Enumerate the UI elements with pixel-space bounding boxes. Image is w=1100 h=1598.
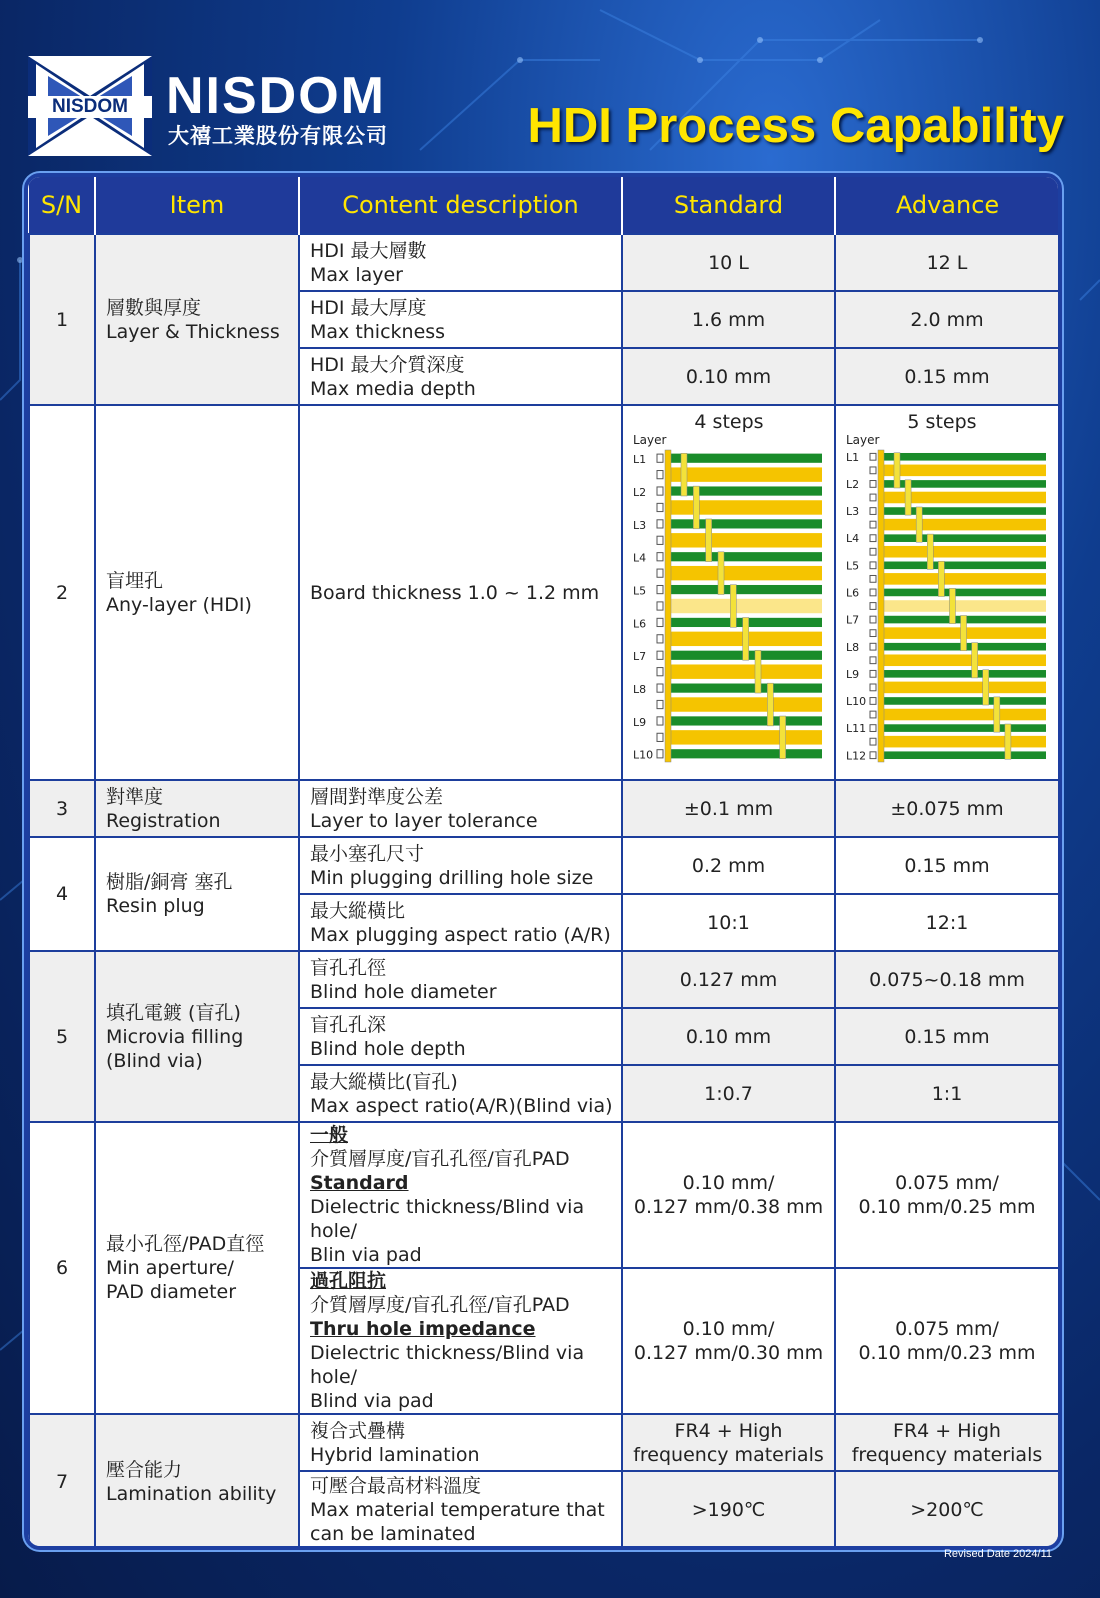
advance-stackup-cell [835, 405, 1059, 780]
desc-cn: HDI 最大厚度 [310, 296, 427, 319]
layer-label: L4 [633, 551, 647, 565]
desc-cn: 介質層厚度/盲孔孔徑/盲孔PAD [310, 1294, 570, 1316]
sn-cell: 7 [29, 1414, 95, 1549]
core-layer [884, 600, 1046, 612]
item-cell [95, 951, 299, 1122]
standard-stackup-diagram [623, 406, 834, 776]
edge-pad [870, 657, 876, 664]
prepreg-layer [671, 533, 822, 547]
layer-label: L2 [846, 477, 860, 491]
edge-pad [657, 717, 663, 725]
advance-stackup-diagram [836, 406, 1058, 776]
edge-pad [870, 481, 876, 488]
core-layer [671, 599, 822, 613]
advance-value [835, 1122, 1059, 1268]
column-header-item: Item [95, 177, 299, 234]
sn-cell: 5 [29, 951, 95, 1122]
blind-via [905, 480, 911, 515]
item-cn: 層數與厚度 [106, 296, 202, 319]
desc-en: Max layer [310, 263, 403, 286]
copper-layer [884, 670, 1046, 678]
item-en: Registration [106, 809, 221, 832]
desc-cn: 最大縱橫比(盲孔) [310, 1070, 458, 1093]
item-cn: 盲埋孔 [106, 569, 164, 592]
column-header-description: Content description [299, 177, 622, 234]
value-line: 0.10 mm/0.23 mm [858, 1342, 1036, 1364]
standard-value [622, 1122, 835, 1268]
standard-value: 0.2 mm [622, 837, 835, 894]
edge-pad [870, 630, 876, 637]
header [0, 0, 1100, 180]
description-cell [299, 894, 622, 951]
advance-value: 0.15 mm [835, 348, 1059, 405]
edge-pad [657, 553, 663, 561]
item-en: Lamination ability [106, 1482, 277, 1505]
edge-pad [870, 575, 876, 582]
desc-en: Max aspect ratio(A/R)(Blind via) [310, 1094, 613, 1117]
blind-via [718, 552, 724, 595]
item-en-2: PAD diameter [106, 1281, 237, 1303]
description-cell [299, 291, 622, 348]
layer-label: L8 [633, 683, 647, 697]
edge-pad [870, 643, 876, 650]
desc-en-2: can be laminated [310, 1523, 476, 1545]
edge-pad [657, 454, 663, 462]
desc-en: Layer to layer tolerance [310, 809, 538, 832]
item-cell [95, 405, 299, 780]
desc-en-2: Blind via pad [310, 1390, 434, 1412]
layer-label: L10 [846, 695, 867, 709]
layer-label: L6 [633, 617, 647, 631]
copper-layer [884, 453, 1046, 461]
value-line: 0.10 mm/ [682, 1172, 775, 1194]
stackup-layer-header: Layer [633, 433, 667, 447]
item-en: Min aperture/ [106, 1257, 234, 1279]
edge-pad [657, 651, 663, 659]
blind-via [767, 683, 773, 726]
edge-pad [870, 752, 876, 759]
advance-value: 12 L [835, 234, 1059, 291]
desc-cn: 介質層厚度/盲孔孔徑/盲孔PAD [310, 1148, 570, 1170]
value-line: frequency materials [633, 1443, 824, 1466]
value-line: 0.10 mm/0.25 mm [858, 1196, 1036, 1218]
standard-value: 0.10 mm [622, 1008, 835, 1065]
advance-value: >200℃ [835, 1471, 1059, 1549]
advance-value: 1:1 [835, 1065, 1059, 1122]
desc-en: Max thickness [310, 320, 446, 343]
standard-value: 10 L [622, 234, 835, 291]
table-header-row [29, 177, 1059, 234]
description-cell [299, 780, 622, 837]
desc-cn: 複合式疊構 [310, 1419, 406, 1442]
item-en: Any-layer (HDI) [106, 593, 252, 616]
value-line: FR4 + High [893, 1419, 1001, 1442]
table-row [29, 234, 1059, 291]
through-via [665, 450, 671, 762]
edge-pad [870, 589, 876, 596]
edge-pad [870, 725, 876, 732]
standard-value: 10:1 [622, 894, 835, 951]
value-line: FR4 + High [674, 1419, 783, 1442]
blind-via [927, 534, 933, 569]
blind-via [916, 507, 922, 542]
layer-label: L7 [633, 650, 647, 664]
edge-pad [870, 562, 876, 569]
item-cn: 最小孔徑/PAD直徑 [106, 1233, 265, 1255]
sn-cell: 6 [29, 1122, 95, 1414]
advance-value: 0.075~0.18 mm [835, 951, 1059, 1008]
desc-cn: 盲孔孔徑 [310, 956, 387, 979]
desc-heading-cn: 一般 [310, 1124, 349, 1146]
prepreg-layer [884, 682, 1046, 694]
blind-via [743, 617, 749, 660]
description-cell [299, 1122, 622, 1268]
edge-pad [657, 635, 663, 643]
edge-pad [657, 733, 663, 741]
desc-cn: 層間對準度公差 [310, 785, 444, 808]
item-en: Resin plug [106, 895, 205, 917]
value-line: 0.075 mm/ [895, 1172, 999, 1194]
desc-en: Max plugging aspect ratio (A/R) [310, 923, 611, 946]
standard-value: 0.10 mm [622, 348, 835, 405]
edge-pad [870, 508, 876, 515]
description-cell [299, 951, 622, 1008]
edge-pad [870, 521, 876, 528]
layer-label: L1 [633, 453, 647, 467]
layer-label: L12 [846, 749, 867, 763]
page-title: HDI Process Capability [527, 99, 1064, 153]
edge-pad [657, 536, 663, 544]
desc-en: Max material temperature that [310, 1499, 605, 1521]
copper-layer [884, 751, 1046, 759]
brand-name: NISDOM [166, 67, 386, 125]
layer-label: L3 [846, 505, 860, 519]
edge-pad [657, 618, 663, 626]
layer-label: L5 [633, 584, 647, 598]
blind-via [1005, 724, 1011, 759]
desc-cn: 可壓合最高材料溫度 [310, 1475, 482, 1497]
blind-via [755, 650, 761, 693]
item-cell [95, 837, 299, 951]
desc-en: Blind hole diameter [310, 980, 497, 1003]
blind-via [894, 453, 900, 488]
edge-pad [870, 535, 876, 542]
prepreg-layer [884, 654, 1046, 666]
prepreg-layer [671, 664, 822, 678]
description-cell [299, 234, 622, 291]
blind-via [961, 615, 967, 650]
edge-pad [870, 548, 876, 555]
edge-pad [657, 602, 663, 610]
copper-layer [884, 562, 1046, 570]
layer-label: L6 [846, 586, 860, 600]
copper-layer [884, 534, 1046, 542]
blind-via [730, 585, 736, 628]
advance-value: 0.15 mm [835, 1008, 1059, 1065]
edge-pad [657, 471, 663, 479]
column-header-advance: Advance [835, 177, 1059, 234]
layer-label: L1 [846, 450, 860, 464]
edge-pad [870, 698, 876, 705]
prepreg-layer [884, 519, 1046, 531]
prepreg-layer [671, 697, 822, 711]
item-en: Microvia filling [106, 1025, 244, 1048]
sn-cell: 4 [29, 837, 95, 951]
desc-en: Max media depth [310, 377, 476, 400]
desc-en: Min plugging drilling hole size [310, 866, 594, 889]
value-line: 0.127 mm/0.38 mm [633, 1196, 824, 1218]
description-cell [299, 405, 622, 780]
value-line: frequency materials [851, 1443, 1043, 1466]
desc-cn: HDI 最大層數 [310, 239, 427, 262]
blind-via [983, 670, 989, 705]
sn-cell: 3 [29, 780, 95, 837]
edge-pad [870, 738, 876, 745]
item-cell [95, 234, 299, 405]
edge-pad [870, 603, 876, 610]
edge-pad [657, 684, 663, 692]
desc-en: Hybrid lamination [310, 1443, 480, 1466]
item-cell [95, 1122, 299, 1414]
description-cell [299, 1008, 622, 1065]
prepreg-layer [671, 566, 822, 580]
stackup-caption: 5 steps [907, 411, 977, 433]
item-cn: 填孔電鍍 (盲孔) [106, 1001, 241, 1024]
advance-value [835, 1414, 1059, 1471]
advance-value: ±0.075 mm [835, 780, 1059, 837]
copper-layer [671, 716, 822, 725]
copper-layer [671, 552, 822, 561]
item-en: Layer & Thickness [106, 320, 280, 343]
copper-layer [884, 724, 1046, 732]
layer-label: L5 [846, 559, 860, 573]
stackup-layer-header: Layer [846, 433, 880, 447]
desc-cn: 盲孔孔深 [310, 1013, 387, 1036]
prepreg-layer [884, 465, 1046, 477]
blind-via [693, 486, 699, 529]
standard-value [622, 1268, 835, 1414]
logo-text: NISDOM [28, 96, 152, 118]
layer-label: L4 [846, 532, 860, 546]
desc-en-2: Blin via pad [310, 1244, 422, 1266]
edge-pad [870, 494, 876, 501]
layer-label: L11 [846, 722, 867, 736]
through-via [878, 450, 884, 762]
edge-pad [870, 684, 876, 691]
desc-heading-en: Thru hole impedance [310, 1318, 536, 1340]
prepreg-layer [884, 736, 1046, 748]
prepreg-layer [671, 730, 822, 744]
layer-label: L9 [633, 715, 647, 729]
desc-cn: 最大縱橫比 [310, 899, 406, 922]
layer-label: L10 [633, 748, 654, 762]
edge-pad [870, 453, 876, 460]
item-cn: 樹脂/銅膏 塞孔 [106, 871, 233, 893]
advance-value [835, 1268, 1059, 1414]
blind-via [994, 697, 1000, 732]
prepreg-layer [884, 573, 1046, 585]
edge-pad [870, 467, 876, 474]
blind-via [706, 519, 712, 562]
value-line: 0.127 mm/0.30 mm [633, 1342, 824, 1364]
edge-pad [657, 750, 663, 758]
item-cell [95, 780, 299, 837]
stackup-caption: 4 steps [694, 411, 764, 433]
table-row [29, 780, 1059, 837]
layer-label: L7 [846, 613, 860, 627]
item-cn: 壓合能力 [106, 1458, 183, 1481]
edge-pad [657, 569, 663, 577]
standard-value: ±0.1 mm [622, 780, 835, 837]
table-row [29, 837, 1059, 894]
edge-pad [870, 616, 876, 623]
desc-cn: 最小塞孔尺寸 [310, 842, 425, 865]
edge-pad [657, 668, 663, 676]
desc-heading-cn: 過孔阻抗 [310, 1270, 387, 1292]
standard-value: 1:0.7 [622, 1065, 835, 1122]
item-cn: 對準度 [106, 785, 164, 808]
blind-via [681, 453, 687, 496]
table-row [29, 1414, 1059, 1471]
standard-stackup-cell [622, 405, 835, 780]
description-cell [299, 1065, 622, 1122]
prepreg-layer [671, 467, 822, 481]
item-en-2: (Blind via) [106, 1049, 203, 1072]
blind-via [780, 716, 786, 759]
sn-cell: 1 [29, 234, 95, 405]
value-line: 0.075 mm/ [895, 1318, 999, 1340]
copper-layer [884, 589, 1046, 597]
copper-layer [884, 697, 1046, 705]
table-row [29, 1122, 1059, 1268]
desc-heading-en: Standard [310, 1172, 409, 1194]
layer-label: L3 [633, 518, 647, 532]
layer-label: L9 [846, 667, 860, 681]
layer-label: L8 [846, 640, 860, 654]
advance-value: 0.15 mm [835, 837, 1059, 894]
desc-en: Dielectric thickness/Blind via hole/ [310, 1342, 585, 1388]
capability-table [28, 177, 1060, 1550]
edge-pad [657, 585, 663, 593]
desc-cn: HDI 最大介質深度 [310, 353, 465, 376]
capability-table-panel [24, 173, 1062, 1550]
edge-pad [657, 520, 663, 528]
desc-en: Blind hole depth [310, 1037, 466, 1060]
edge-pad [870, 711, 876, 718]
item-cell [95, 1414, 299, 1549]
desc-en: Board thickness 1.0 ~ 1.2 mm [310, 581, 600, 604]
standard-value: 0.127 mm [622, 951, 835, 1008]
copper-layer [671, 454, 822, 463]
desc-en: Dielectric thickness/Blind via hole/ [310, 1196, 585, 1242]
prepreg-layer [884, 709, 1046, 721]
edge-pad [870, 670, 876, 677]
column-header-sn: S/N [29, 177, 95, 234]
value-line: 0.10 mm/ [682, 1318, 775, 1340]
edge-pad [657, 487, 663, 495]
advance-value: 12:1 [835, 894, 1059, 951]
description-cell [299, 837, 622, 894]
copper-layer [671, 585, 822, 594]
copper-layer [671, 684, 822, 693]
standard-value: 1.6 mm [622, 291, 835, 348]
description-cell [299, 1268, 622, 1414]
prepreg-layer [884, 546, 1046, 558]
advance-value: 2.0 mm [835, 291, 1059, 348]
column-header-standard: Standard [622, 177, 835, 234]
description-cell [299, 1471, 622, 1549]
table-row [29, 405, 1059, 780]
blind-via [949, 588, 955, 623]
standard-value: >190℃ [622, 1471, 835, 1549]
revised-date: Revised Date 2024/11 [943, 1548, 1052, 1560]
layer-label: L2 [633, 485, 647, 499]
edge-pad [657, 503, 663, 511]
blind-via [972, 643, 978, 678]
brand-chinese-name: 大禧工業股份有限公司 [168, 124, 388, 148]
table-row [29, 951, 1059, 1008]
edge-pad [657, 700, 663, 708]
description-cell [299, 1414, 622, 1471]
company-logo [28, 56, 152, 156]
sn-cell: 2 [29, 405, 95, 780]
description-cell [299, 348, 622, 405]
copper-layer [671, 749, 822, 758]
standard-value [622, 1414, 835, 1471]
blind-via [938, 561, 944, 596]
